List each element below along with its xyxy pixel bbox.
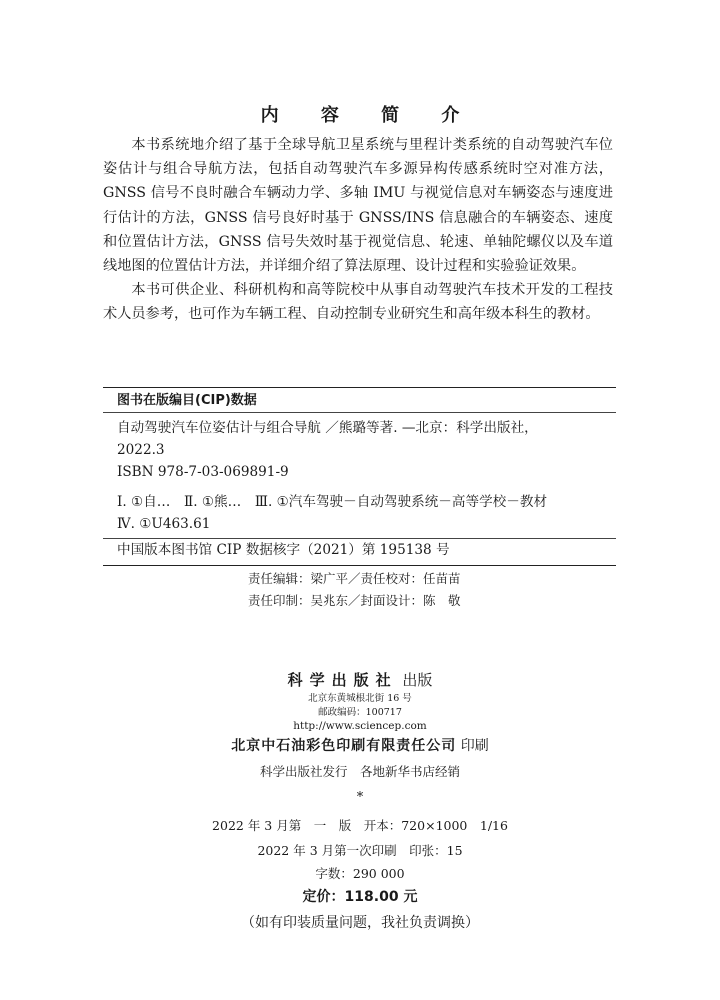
cip-line-isbn: ISBN 978-7-03-069891-9 xyxy=(117,464,289,480)
staff-line-2: 责任印制：吴兆东／封面设计：陈 敬 xyxy=(248,593,461,608)
word-count: 字数：290 000 xyxy=(315,866,405,881)
printer-name: 北京中石油彩色印刷有限责任公司 xyxy=(231,738,457,754)
publisher-address: 北京东黄城根北街 16 号 xyxy=(308,693,412,704)
cip-line-title: 自动驾驶汽车位姿估计与组合导航 ／熊璐等著. —北京：科学出版社， xyxy=(117,420,538,436)
quality-notice: （如有印装质量问题，我社负责调换） xyxy=(241,915,479,931)
page-title: 内 容 简 介 xyxy=(260,105,478,126)
staff-credits xyxy=(248,568,461,612)
publisher-suffix: 出版 xyxy=(402,671,433,689)
distribution-line: 科学出版社发行 各地新华书店经销 xyxy=(259,764,460,779)
edition-line-1: 2022 年 3 月第 一 版 开本：720×1000 1/16 xyxy=(212,818,508,833)
intro-text xyxy=(103,133,613,327)
intro-paragraph-1: 本书系统地介绍了基于全球导航卫星系统与里程计类系统的自动驾驶汽车位姿估计与组合导航方法，包括自动驾驶汽车多源异构传感系统时空对准方法，GNSS 信号不良时融合车辆动力学、多轴 IMU 与视觉信息对车辆姿态与速度进行估计的方法，GNSS 信号良好时基于 GNSS/INS 信息融合的车辆姿态、速度和位置估计方法，GNSS 信号失效时基于视觉信息、轮速、单轴陀螺仪以及车道线地图的位置估计方法，并详细介绍了算法原理、设计过程和实验验证效果。 xyxy=(103,137,613,275)
separator-star: * xyxy=(356,790,364,805)
price-line: 定价：118.00 元 xyxy=(302,889,418,905)
intro-paragraph-2: 本书可供企业、科研机构和高等院校中从事自动驾驶汽车技术开发的工程技术人员参考，也可作为车辆工程、自动控制专业研究生和高年级本科生的教材。 xyxy=(103,282,613,323)
publisher-url: http://www.sciencep.com xyxy=(293,720,427,732)
publisher-zip: 邮政编码：100717 xyxy=(318,707,402,718)
cip-line-year: 2022.3 xyxy=(117,442,165,458)
cip-body xyxy=(103,417,616,535)
cip-classification-2: Ⅳ. ①U463.61 xyxy=(117,516,211,532)
staff-line-1: 责任编辑：梁广平／责任校对：任苗苗 xyxy=(248,571,461,586)
printer-line xyxy=(0,736,720,756)
edition-line-2: 2022 年 3 月第一次印刷 印张：15 xyxy=(257,843,463,858)
cip-block xyxy=(103,387,616,566)
cip-classification-1: Ⅰ. ①自… Ⅱ. ①熊… Ⅲ. ①汽车驾驶－自动驾驶系统－高等学校－教材 xyxy=(117,494,548,510)
publisher-logo: 科学出版社 xyxy=(287,671,398,689)
printer-suffix: 印刷 xyxy=(460,738,489,754)
cip-title: 图书在版编目(CIP)数据 xyxy=(103,390,616,413)
cip-footer: 中国版本图书馆 CIP 数据核字（2021）第 195138 号 xyxy=(103,538,616,561)
publisher-line xyxy=(0,670,720,690)
